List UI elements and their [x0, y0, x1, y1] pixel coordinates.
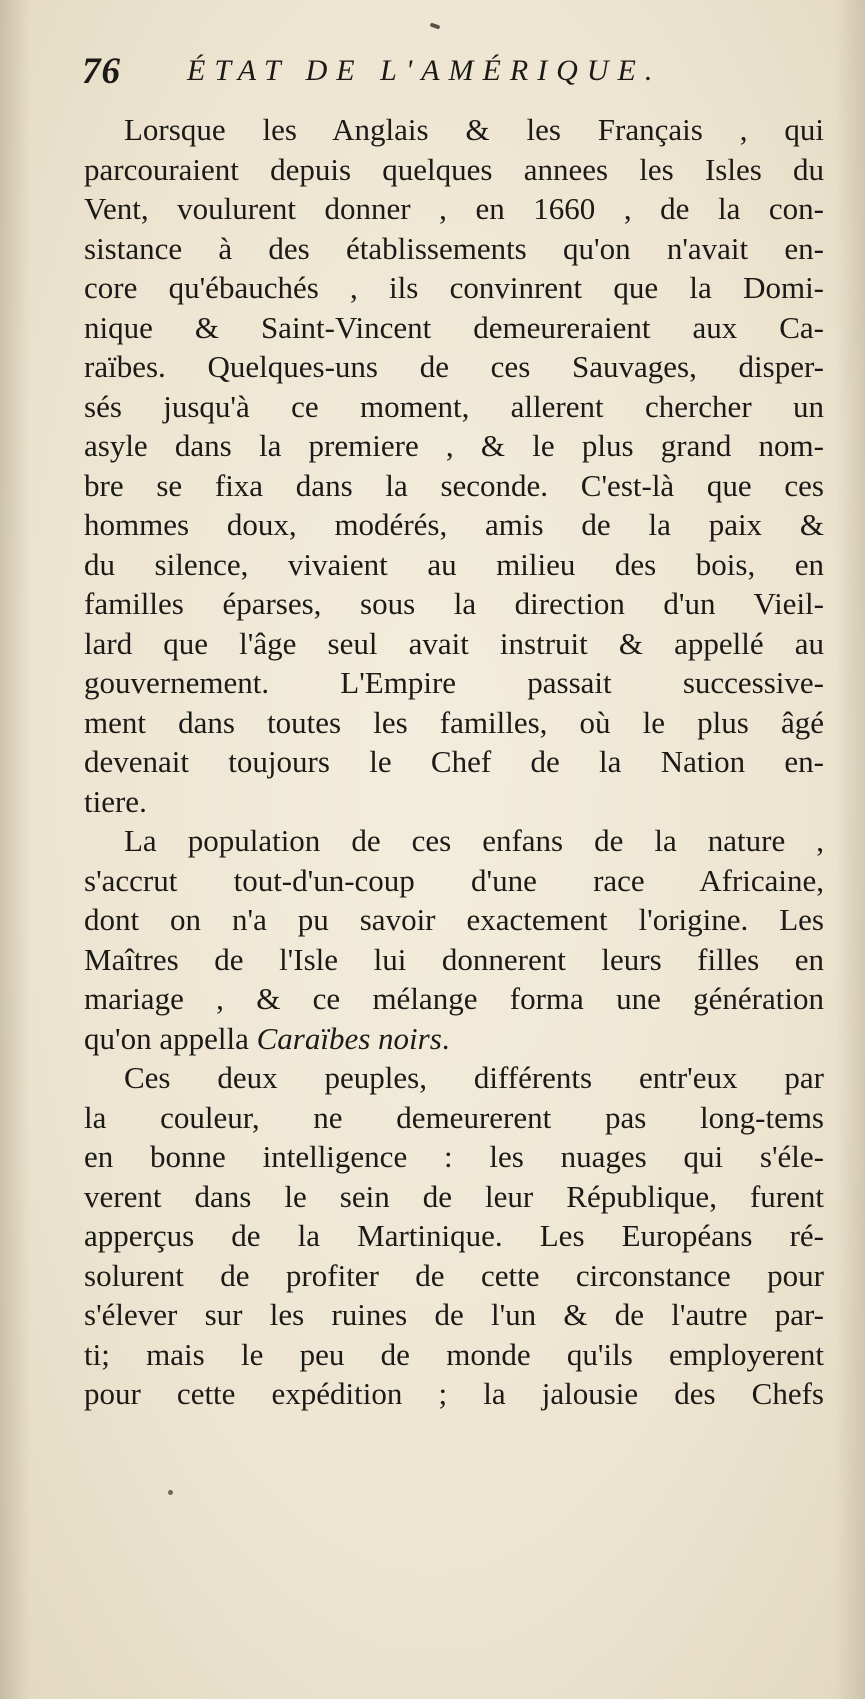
paragraph-1: [84, 110, 824, 821]
text-line: sés jusqu'à ce moment, allerent chercher un: [84, 388, 824, 424]
text-line: devenait toujours le Chef de la Nation en-: [84, 744, 824, 779]
text-line: core qu'ébauchés , ils convinrent que la Domi-: [84, 270, 824, 305]
ink-mark: [430, 22, 441, 29]
text-line: la couleur, ne demeurerent pas long-tems: [84, 1099, 824, 1135]
paragraph-2: [84, 821, 824, 1058]
text-line: gouvernement. L'Empire passait successive-: [84, 665, 824, 700]
text-line: apperçus de la Martinique. Les Européans ré-: [84, 1218, 824, 1253]
text-line: pour cette expédition ; la jalousie des Chefs: [84, 1376, 824, 1411]
text-line: en bonne intelligence : les nuages qui s'éle-: [84, 1139, 824, 1174]
text-line: dont on n'a pu savoir exactement l'origine. Les: [84, 902, 824, 937]
gutter-shadow: [0, 0, 30, 1699]
text-line: Ces deux peuples, différents entr'eux par: [124, 1060, 824, 1095]
text-line: asyle dans la premiere , & le plus grand nom-: [84, 428, 824, 463]
text-line: tiere.: [84, 783, 147, 819]
text-line: Maîtres de l'Isle lui donnerent leurs filles en: [84, 941, 824, 977]
text-span: qu'on appella: [84, 1020, 257, 1056]
ink-speck: [168, 1490, 173, 1495]
text-line: nique & Saint-Vincent demeureraient aux Ca-: [84, 309, 824, 345]
edge-shadow: [835, 0, 865, 1699]
text-line: Vent, voulurent donner , en 1660 , de la con-: [84, 191, 824, 226]
text-line: parcouraient depuis quelques annees les Isles du: [84, 151, 824, 187]
text-line: ti; mais le peu de monde qu'ils employerent: [84, 1336, 824, 1372]
page-number: 76: [82, 51, 121, 92]
text-line: s'accrut tout-d'un-coup d'une race Africaine,: [84, 862, 824, 898]
text-line: sistance à des établissements qu'on n'avait en-: [84, 230, 824, 266]
page-header: [82, 50, 822, 100]
italic-term: Caraïbes noirs: [256, 1020, 442, 1056]
text-line: verent dans le sein de leur République, furent: [84, 1178, 824, 1214]
text-line: solurent de profiter de cette circonstance pour: [84, 1257, 824, 1293]
running-head: ÉTAT DE L'AMÉRIQUE.: [187, 54, 662, 87]
text-line: bre se fixa dans la seconde. C'est-là que ces: [84, 467, 824, 503]
text-line: hommes doux, modérés, amis de la paix &: [84, 507, 824, 542]
text-line: La population de ces enfans de la nature ,: [124, 823, 824, 858]
text-line: Lorsque les Anglais & les Français , qui: [124, 112, 824, 147]
text-line: du silence, vivaient au milieu des bois, en: [84, 546, 824, 582]
text-span: .: [441, 1020, 450, 1056]
paragraph-3: [84, 1058, 824, 1414]
text-line: raïbes. Quelques-uns de ces Sauvages, disper-: [84, 349, 824, 384]
text-line: familles éparses, sous la direction d'un Vieil-: [84, 586, 824, 621]
text-line: [84, 1019, 824, 1059]
text-line: s'élever sur les ruines de l'un & de l'autre par-: [84, 1297, 824, 1332]
body-text: [84, 110, 824, 1414]
text-line: ment dans toutes les familles, où le plus âgé: [84, 704, 824, 740]
text-line: mariage , & ce mélange forma une génération: [84, 981, 824, 1016]
text-line: lard que l'âge seul avait instruit & appellé au: [84, 625, 824, 661]
